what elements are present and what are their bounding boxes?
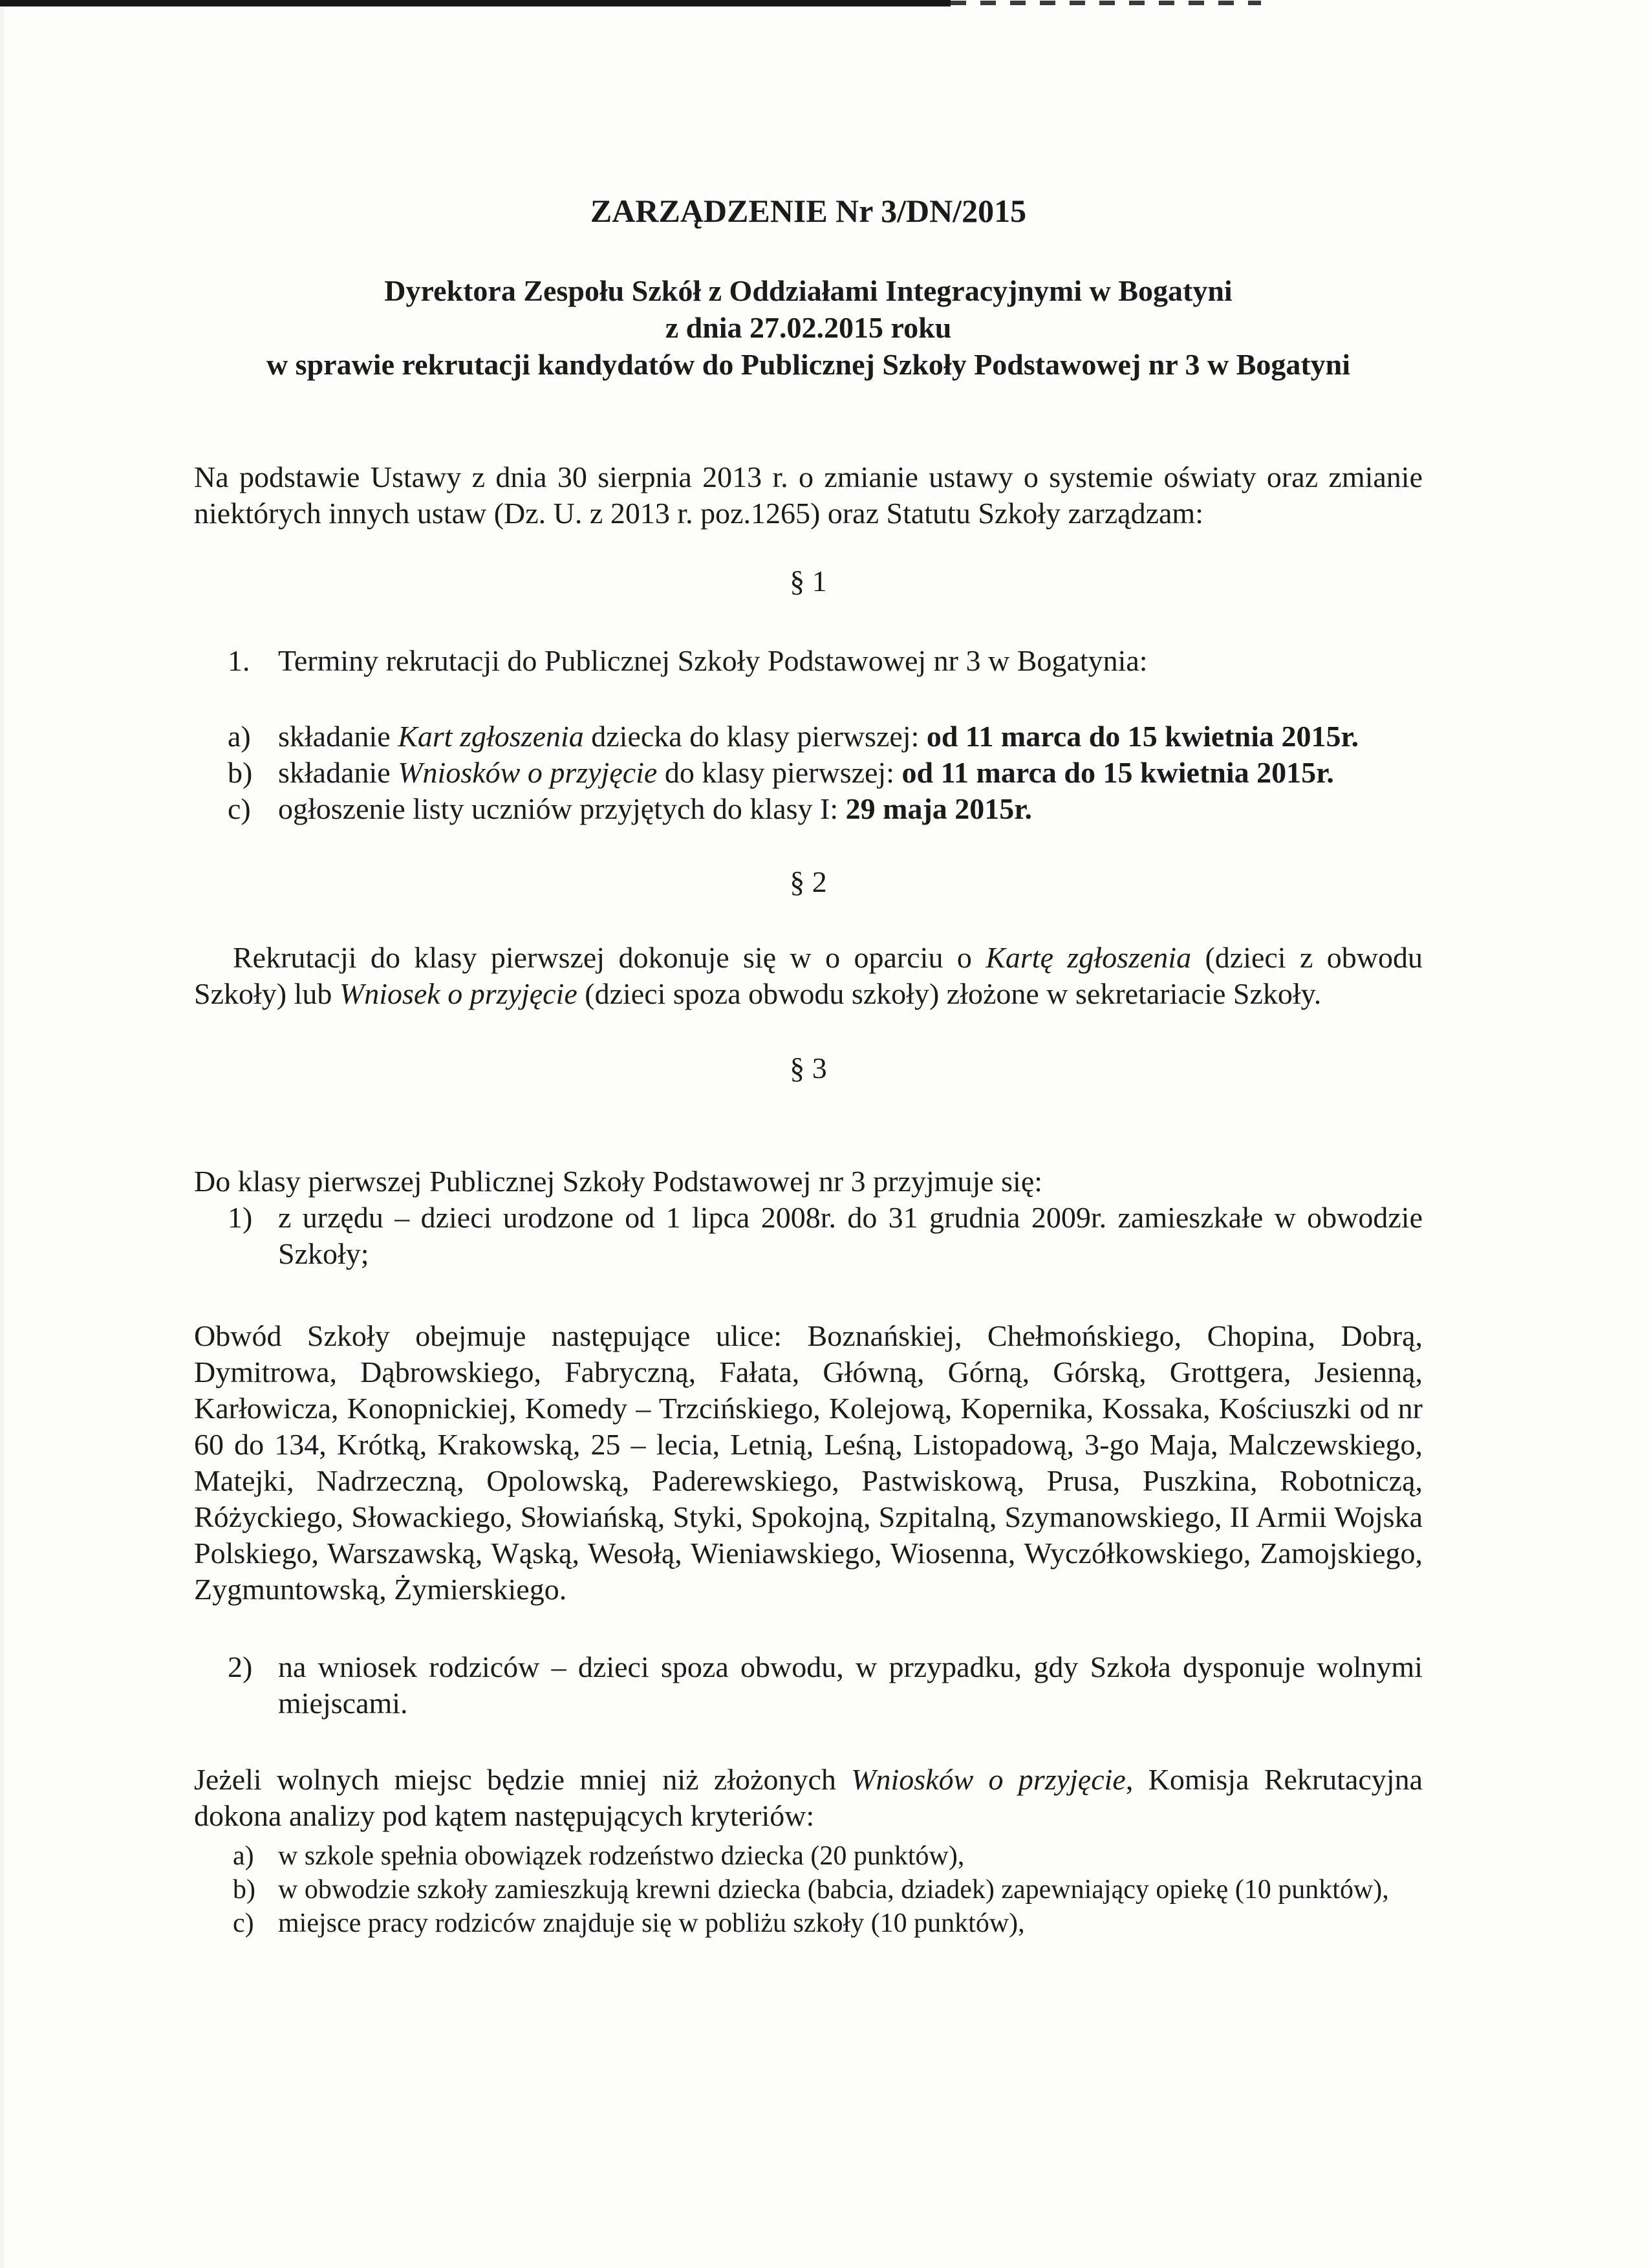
s2-italic2: Wniosek o przyjęcie [339, 977, 577, 1010]
doc-title: ZARZĄDZENIE Nr 3/DN/2015 [590, 193, 1027, 229]
s3-crit-item-a [194, 1839, 1423, 1873]
s1-item-1-text: Terminy rekrutacji do Publicznej Szkoły Podstawowej nr 3 w Bogatynia: [278, 644, 1148, 677]
s3-item-1-marker: 1) [228, 1201, 253, 1234]
s1-item-b [194, 755, 1423, 791]
section-mark-2: § 2 [790, 865, 827, 898]
s3-crit-item-b-marker: b) [233, 1875, 255, 1905]
section-mark-3: § 3 [790, 1052, 827, 1085]
s1-item-b-italic: Wniosków o przyjęcie [398, 756, 658, 789]
s1-item-c-bold: 29 maja 2015r. [845, 792, 1032, 825]
s1-item-c [194, 791, 1423, 827]
s1-item-b-text1: składanie [278, 756, 398, 789]
s2-text2: (dzieci z obwodu Szkoły) lub [194, 941, 1423, 1010]
s1-item-a-italic: Kart zgłoszenia [398, 720, 584, 753]
s2-text1: Rekrutacji do klasy pierwszej dokonuje się w o oparciu o [233, 941, 986, 974]
s2-text3: (dzieci spoza obwodu szkoły) złożone w sekretariacie Szkoły. [577, 977, 1322, 1010]
s3-item-1-text: z urzędu – dzieci urodzone od 1 lipca 2008r. do 31 grudnia 2009r. zamieszkałe w obwodzie Szkoły; [278, 1201, 1423, 1270]
scan-artifact-top-bar [0, 0, 951, 6]
s1-item-a [194, 718, 1423, 755]
doc-subtitle [194, 272, 1423, 383]
s3-crit-item-b-text: w obwodzie szkoły zamieszkują krewni dziecka (babcia, dziadek) zapewniający opiekę (10 punktów), [278, 1875, 1389, 1905]
s1-item-a-marker: a) [228, 720, 251, 753]
s1-item-b-marker: b) [228, 756, 253, 789]
doc-subtitle-line1: Dyrektora Zespołu Szkół z Oddziałami Integracyjnymi w Bogatyni [384, 274, 1233, 307]
s3-crit-text1: Jeżeli wolnych miejsc będzie mniej niż złożonych [194, 1763, 852, 1796]
doc-subtitle-line3: w sprawie rekrutacji kandydatów do Publicznej Szkoły Podstawowej nr 3 w Bogatyni [266, 348, 1351, 381]
s3-lead: Do klasy pierwszej Publicznej Szkoły Podstawowej nr 3 przyjmuje się: [194, 1165, 1043, 1198]
s3-item-2-marker: 2) [228, 1650, 253, 1683]
s3-item-2-text: na wniosek rodziców – dzieci spoza obwodu, w przypadku, gdy Szkoła dysponuje wolnymi miejscami. [278, 1650, 1423, 1720]
s3-streets-paragraph: Obwód Szkoły obejmuje następujące ulice: Boznańskiej, Chełmońskiego, Chopina, Dobrą, Dymitrowa, Dąbrowskiego, Fabryczną, Fałata, Główną, Górną, Górską, Grottgera, Jesienną, Karłowicza, Konopnickiej, Komedy – Trzcińskiego, Kolejową, Kopernika, Kossaka, Kościuszki od nr 60 do 134, Krótką, Krakowską, 25 – lecia, Letnią, Leśną, Listopadową, 3-go Maja, Malczewskiego, Matejki, Nadrzeczną, Opolowską, Paderewskiego, Pastwiskową, Prusa, Puszkina, Robotniczą, Różyckiego, Słowackiego, Słowiańską, Styki, Spokojną, Szpitalną, Szymanowskiego, II Armii Wojska Polskiego, Warszawską, Wąską, Wesołą, Wieniawskiego, Wiosenna, Wyczółkowskiego, Zamojskiego, Zygmuntowską, Żymierskiego. [194, 1319, 1423, 1606]
s1-item-c-text1: ogłoszenie listy uczniów przyjętych do klasy I: [278, 792, 846, 825]
s3-criteria-paragraph [194, 1762, 1423, 1834]
s3-crit-item-c-text: miejsce pracy rodziców znajduje się w pobliżu szkoły (10 punktów), [278, 1908, 1025, 1938]
s3-item-1 [194, 1200, 1423, 1272]
s2-paragraph [194, 940, 1423, 1012]
s2-italic1: Kartę zgłoszenia [986, 941, 1192, 974]
s1-item-a-bold: od 11 marca do 15 kwietnia 2015r. [926, 720, 1359, 753]
document-content [194, 192, 1423, 1940]
s1-item-a-text2: dziecka do klasy pierwszej: [583, 720, 927, 753]
s1-item-b-text2: do klasy pierwszej: [657, 756, 902, 789]
s3-crit-italic: Wniosków o przyjęcie [851, 1763, 1126, 1796]
s3-criteria-list [194, 1839, 1423, 1940]
s3-item-2 [194, 1649, 1423, 1722]
s3-crit-item-b [194, 1873, 1423, 1906]
s3-crit-item-a-text: w szkole spełnia obowiązek rodzeństwo dziecka (20 punktów), [278, 1841, 965, 1871]
s3-crit-item-c [194, 1906, 1423, 1940]
s1-item-a-text1: składanie [278, 720, 398, 753]
s1-item-c-marker: c) [228, 792, 251, 825]
intro-paragraph: Na podstawie Ustawy z dnia 30 sierpnia 2013 r. o zmianie ustawy o systemie oświaty oraz zmianie niektórych innych ustaw (Dz. U. z 2013 r. poz.1265) oraz Statutu Szkoły zarządzam: [194, 460, 1423, 530]
s1-item-b-bold: od 11 marca do 15 kwietnia 2015r. [901, 756, 1334, 789]
s3-crit-item-a-marker: a) [233, 1841, 254, 1871]
scan-artifact-top-dashes [951, 1, 1261, 5]
s1-item-1-marker: 1. [228, 644, 250, 677]
s1-letter-list [194, 718, 1423, 827]
doc-subtitle-line2: z dnia 27.02.2015 roku [665, 311, 952, 344]
s3-crit-item-c-marker: c) [233, 1908, 254, 1938]
s1-item-1 [194, 643, 1423, 679]
scan-artifact-left-edge [0, 0, 4, 2268]
section-mark-1: § 1 [790, 565, 827, 598]
s3-crit-text2: , Komisja Rekrutacyjna dokona analizy pod kątem następujących kryteriów: [194, 1763, 1423, 1832]
